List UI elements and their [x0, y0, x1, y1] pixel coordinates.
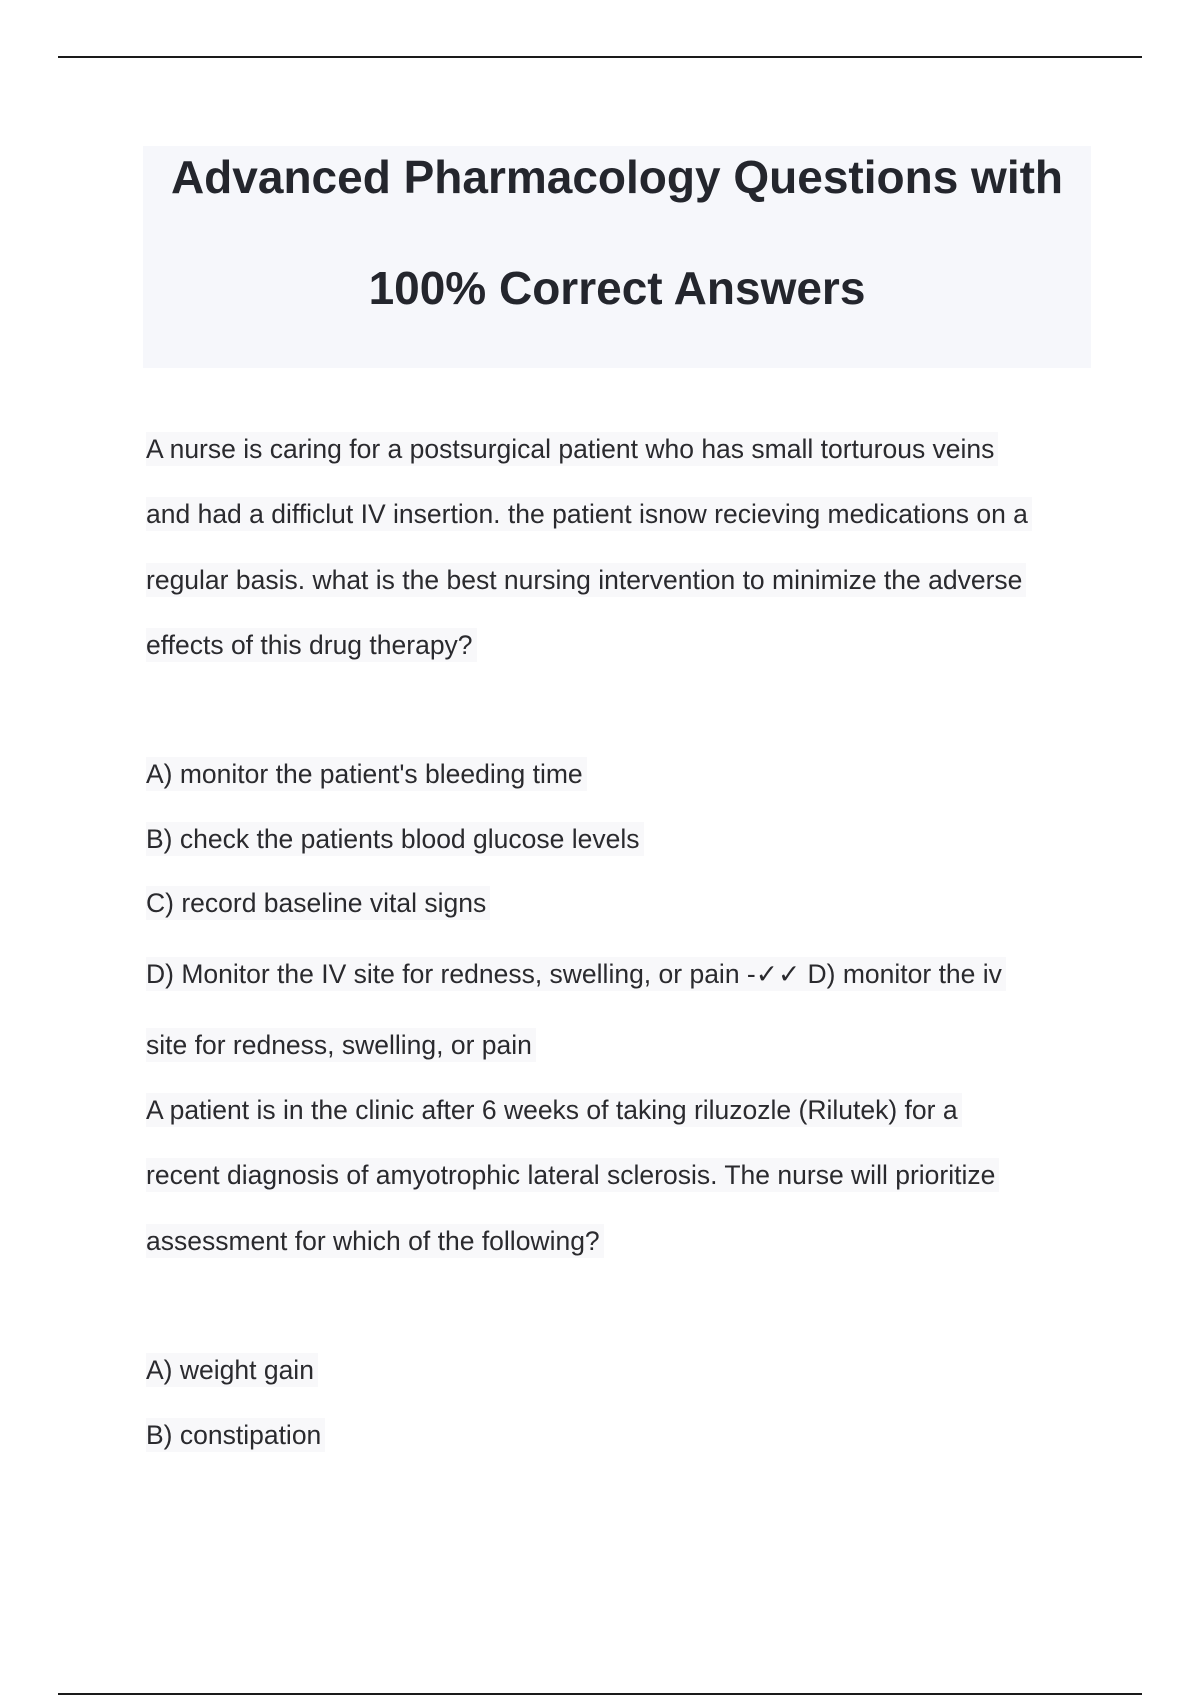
question-1-option-b: B) check the patients blood glucose levels [146, 822, 644, 856]
header-rule [58, 56, 1142, 58]
question-2-text-line-1: A patient is in the clinic after 6 weeks of taking riluzozle (Rilutek) for a [146, 1093, 962, 1127]
footer-rule [58, 1693, 1142, 1695]
document-title-line-2: 100% Correct Answers [368, 262, 866, 314]
question-2-option-b: B) constipation [146, 1418, 325, 1452]
document-title-line-1: Advanced Pharmacology Questions with [170, 151, 1064, 203]
question-1-text-line-3: regular basis. what is the best nursing intervention to minimize the adverse [146, 563, 1026, 597]
question-1-option-a: A) monitor the patient's bleeding time [146, 757, 587, 791]
question-1-answer-continued: site for redness, swelling, or pain [146, 1028, 536, 1062]
question-2-option-a: A) weight gain [146, 1353, 318, 1387]
question-2-text-line-3: assessment for which of the following? [146, 1224, 604, 1258]
question-1-text-line-2: and had a difficlut IV insertion. the patient isnow recieving medications on a [146, 497, 1032, 531]
question-1-text-line-4: effects of this drug therapy? [146, 628, 477, 662]
question-1-option-c: C) record baseline vital signs [146, 886, 490, 920]
question-2-text-line-2: recent diagnosis of amyotrophic lateral sclerosis. The nurse will prioritize [146, 1158, 999, 1192]
question-1-text-line-1: A nurse is caring for a postsurgical patient who has small torturous veins [146, 432, 998, 466]
question-1-option-d-answer: D) Monitor the IV site for redness, swelling, or pain -✓✓ D) monitor the iv [146, 957, 1006, 991]
